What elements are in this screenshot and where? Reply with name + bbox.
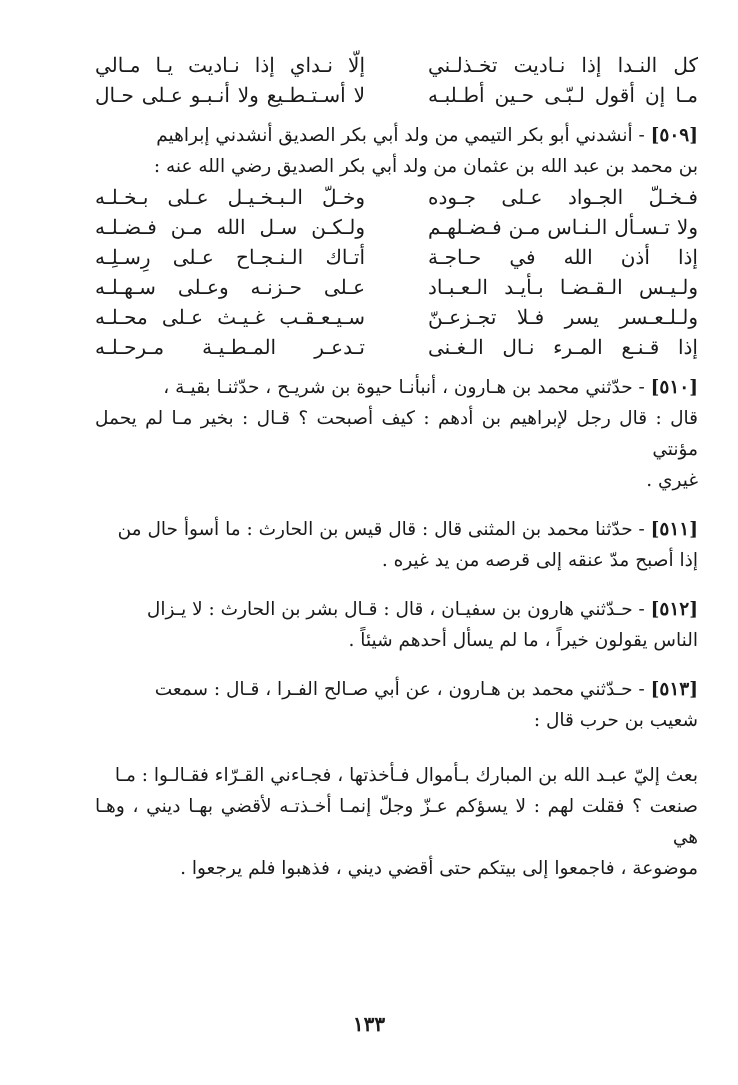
- verse-first-hemistich: مـا إن أقول لـبّـى حـين أطـلبـه: [428, 83, 698, 107]
- narration-paragraph: [95, 760, 698, 884]
- entry-text: - حدّثني محمد بن هـارون ، أنبأنـا حيوة بن شريـح ، حدّثنـا بقيـة ،: [163, 377, 645, 398]
- page-number: ١٣٣: [352, 1012, 386, 1036]
- verse-second-hemistich: لا أسـتـطـيع ولا أنـبـو عـلى حـال: [95, 83, 365, 107]
- entry-text: - أنشدني أبو بكر التيمي من ولد أبي بكر الصديق أنشدني إبراهيم: [156, 125, 645, 146]
- poem-1: [95, 50, 698, 110]
- entry-510: [95, 372, 698, 496]
- verse: [95, 182, 698, 212]
- paragraph-line: موضوعة ، فاجمعوا إلى بيتكم حتى أقضي ديني ، فذهبوا فلم يرجعوا .: [180, 858, 698, 879]
- entry-511: [95, 514, 698, 576]
- verse-second-hemistich: إلّا نـداي إذا نـاديت يـا مـالي: [95, 53, 365, 77]
- entry-first-line: [95, 594, 698, 625]
- entry-509: [95, 120, 698, 182]
- entry-text-line: بن محمد بن عبد الله بن عثمان من ولد أبي بكر الصديق رضي الله عنه :: [153, 156, 698, 177]
- poem-2: [95, 182, 698, 362]
- verse: [95, 242, 698, 272]
- entry-text: - حدّثنا محمد بن المثنى قال : قال قيس بن الحارث : ما أسوأ حال من: [117, 519, 645, 540]
- entry-512: [95, 594, 698, 656]
- entry-number: [٥١٠]: [650, 377, 698, 398]
- verse: [95, 332, 698, 362]
- entry-number: [٥١٣]: [650, 679, 698, 700]
- paragraph-line: صنعت ؟ فقلت لهم : لا يسؤكم عـزّ وجلّ إنمـا أخـذتـه لأقضي بهـا ديني ، وهـا هي: [95, 796, 698, 848]
- verse-second-hemistich: أتـاك الـنـجـاح عـلى رِسـلِـه: [95, 245, 365, 269]
- entry-text: - حـدّثني محمد بن هـارون ، عن أبي صـالح الفـرا ، قـال : سمعت: [154, 679, 645, 700]
- verse: [95, 50, 698, 80]
- entry-first-line: [95, 372, 698, 403]
- verse-first-hemistich: ولا تـسـأل الـنـاس مـن فـضـلهـم: [428, 215, 698, 239]
- entry-number: [٥٠٩]: [650, 125, 698, 146]
- verse-second-hemistich: وخـلّ الـبـخـيـل عـلى بـخـلـه: [95, 185, 365, 209]
- verse-first-hemistich: كل النـدا إذا نـاديت تخـذلـني: [428, 53, 698, 77]
- entry-text-line: غيري .: [646, 470, 698, 491]
- page-content: [95, 50, 698, 884]
- entry-513: [95, 674, 698, 736]
- entry-number: [٥١٢]: [650, 599, 698, 620]
- verse-first-hemistich: ولـلـعـسر يسر فـلا تجـزعـنّ: [428, 305, 698, 329]
- entry-text-line: إذا أصبح مدّ عنقه إلى قرصه من يد غيره .: [381, 550, 698, 571]
- verse-first-hemistich: إذا أذن الله في حـاجـة: [428, 245, 698, 269]
- paragraph-line: بعث إليّ عبـد الله بن المبارك بـأموال فـأخذتها ، فجـاءني القـرّاء فقـالـوا : مـا: [114, 765, 698, 786]
- verse-first-hemistich: فـخـلّ الجـواد عـلى جـوده: [428, 185, 698, 209]
- verse: [95, 272, 698, 302]
- entry-number: [٥١١]: [650, 519, 698, 540]
- verse-first-hemistich: إذا قـنـع المـرء نـال الـغـنى: [428, 335, 698, 359]
- verse-second-hemistich: ولـكـن سـل الله مـن فـضـلـه: [95, 215, 365, 239]
- verse: [95, 212, 698, 242]
- verse: [95, 80, 698, 110]
- verse-first-hemistich: ولـيـس الـقـضـا بـأيـد الـعـبـاد: [428, 275, 698, 299]
- verse-second-hemistich: سـيـعـقـب غـيـث عـلى محـلـه: [95, 305, 365, 329]
- entry-first-line: [95, 674, 698, 705]
- entry-text-line: الناس يقولون خيراً ، ما لم يسأل أحدهم شيئاً .: [348, 630, 698, 651]
- entry-first-line: [95, 120, 698, 151]
- entry-text-line: قال : قال رجل لإبراهيم بن أدهم : كيف أصبحت ؟ قـال : بخير مـا لم يحمل مؤنتي: [95, 408, 698, 460]
- verse-second-hemistich: عـلى حـزنـه وعـلى سـهـلـه: [95, 275, 365, 299]
- entry-text-line: شعيب بن حرب قال :: [533, 710, 698, 731]
- verse: [95, 302, 698, 332]
- entry-first-line: [95, 514, 698, 545]
- verse-second-hemistich: تـدعـر المـطـيـة مـرحـلـه: [95, 335, 365, 359]
- entry-text: - حـدّثني هارون بن سفيـان ، قال : قـال بشر بن الحارث : لا يـزال: [146, 599, 645, 620]
